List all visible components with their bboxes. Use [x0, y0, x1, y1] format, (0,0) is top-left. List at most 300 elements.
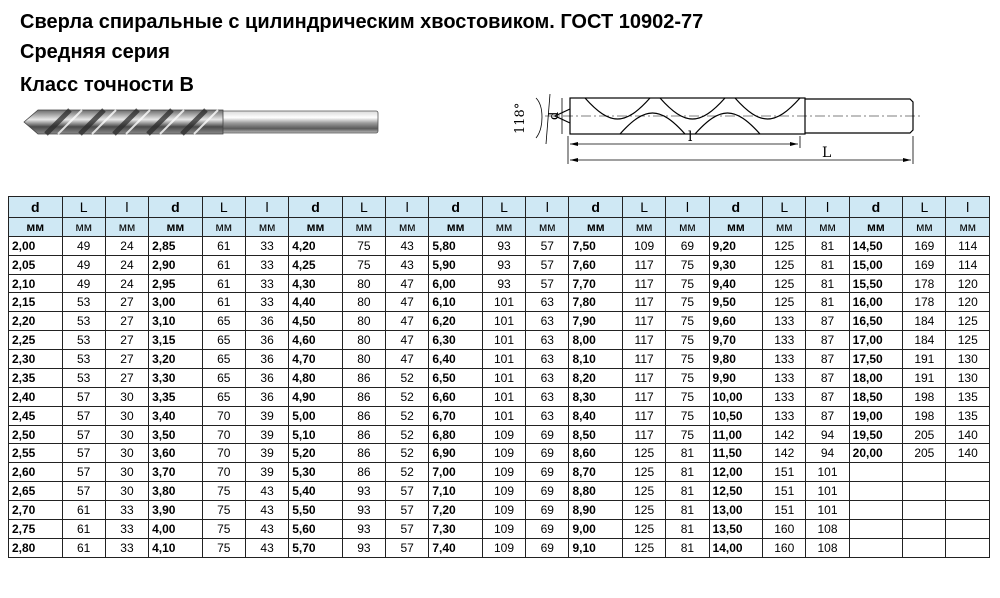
column-header: d [9, 197, 63, 218]
diameter-cell: 7,30 [429, 519, 483, 538]
total-length-cell: 65 [202, 387, 245, 406]
diameter-cell: 2,35 [9, 368, 63, 387]
column-header: d [429, 197, 483, 218]
table-row [9, 538, 990, 557]
total-length-cell: 53 [62, 331, 105, 350]
column-header: L [622, 197, 665, 218]
series-subtitle: Средняя серия [20, 41, 170, 63]
flute-length-cell: 52 [386, 387, 429, 406]
total-length-cell: 169 [903, 255, 946, 274]
total-length-cell: 125 [622, 482, 665, 501]
flute-length-cell: 114 [946, 255, 990, 274]
total-length-cell: 133 [763, 406, 806, 425]
diameter-cell: 5,20 [289, 444, 343, 463]
total-length-cell: 93 [342, 501, 385, 520]
flute-length-cell: 63 [526, 406, 569, 425]
flute-length-cell: 33 [245, 236, 288, 255]
total-length-cell: 198 [903, 387, 946, 406]
total-length-cell: 125 [622, 444, 665, 463]
diameter-cell: 9,00 [569, 519, 623, 538]
diameter-cell: 15,00 [849, 255, 903, 274]
unit-header: мм [62, 217, 105, 236]
diameter-cell: 8,50 [569, 425, 623, 444]
diameter-cell: 5,70 [289, 538, 343, 557]
total-length-cell: 125 [622, 501, 665, 520]
diameter-cell: 3,35 [149, 387, 203, 406]
flute-length-cell: 39 [245, 406, 288, 425]
flute-length-cell: 36 [245, 312, 288, 331]
flute-length-cell: 81 [666, 519, 709, 538]
total-length-cell: 86 [342, 368, 385, 387]
flute-length-cell: 57 [526, 236, 569, 255]
table-row [9, 236, 990, 255]
diameter-cell: 7,20 [429, 501, 483, 520]
column-header: l [806, 197, 849, 218]
flute-length-cell: 69 [526, 444, 569, 463]
flute-length-cell: 39 [245, 463, 288, 482]
total-length-cell: 53 [62, 368, 105, 387]
flute-length-cell: 81 [806, 274, 849, 293]
total-length-cell: 133 [763, 368, 806, 387]
flute-length-cell: 87 [806, 406, 849, 425]
total-length-cell [903, 501, 946, 520]
diameter-cell: 16,50 [849, 312, 903, 331]
diameter-cell: 15,50 [849, 274, 903, 293]
unit-header: мм [622, 217, 665, 236]
diameter-cell: 8,60 [569, 444, 623, 463]
diameter-cell: 2,65 [9, 482, 63, 501]
diameter-cell: 3,30 [149, 368, 203, 387]
total-length-cell: 101 [482, 406, 525, 425]
flute-length-cell: 57 [526, 255, 569, 274]
total-length-cell: 75 [202, 482, 245, 501]
total-length-cell: 80 [342, 312, 385, 331]
unit-header: мм [202, 217, 245, 236]
unit-header: мм [289, 217, 343, 236]
flute-length-cell: 101 [806, 463, 849, 482]
total-length-cell: 109 [482, 519, 525, 538]
flute-length-cell: 75 [666, 425, 709, 444]
total-length-cell: 109 [482, 501, 525, 520]
total-length-cell: 101 [482, 331, 525, 350]
diameter-cell: 7,80 [569, 293, 623, 312]
table-header-row [9, 197, 990, 218]
total-length-cell: 93 [342, 482, 385, 501]
diameter-cell: 5,10 [289, 425, 343, 444]
flute-length-cell: 87 [806, 331, 849, 350]
diameter-cell: 9,30 [709, 255, 763, 274]
flute-length-cell: 94 [806, 444, 849, 463]
total-length-cell: 61 [202, 236, 245, 255]
diameter-cell: 4,00 [149, 519, 203, 538]
flute-length-cell: 81 [666, 444, 709, 463]
diameter-cell: 3,15 [149, 331, 203, 350]
flute-length-cell: 33 [105, 538, 148, 557]
diameter-cell: 5,60 [289, 519, 343, 538]
diameter-cell: 2,30 [9, 350, 63, 369]
flute-length-cell: 140 [946, 425, 990, 444]
total-length-cell: 125 [622, 463, 665, 482]
total-length-cell: 125 [763, 274, 806, 293]
flute-length-cell: 43 [386, 236, 429, 255]
flute-length-cell: 30 [105, 444, 148, 463]
flute-length-cell: 81 [806, 236, 849, 255]
flute-length-cell: 130 [946, 368, 990, 387]
diameter-cell: 4,40 [289, 293, 343, 312]
flute-length-cell: 30 [105, 425, 148, 444]
diameter-label: d [547, 111, 562, 120]
total-length-cell: 80 [342, 274, 385, 293]
flute-length-cell: 69 [526, 425, 569, 444]
unit-header: мм [903, 217, 946, 236]
flute-length-cell: 125 [946, 331, 990, 350]
total-length-cell: 75 [202, 519, 245, 538]
total-length-cell: 93 [482, 255, 525, 274]
flute-length-cell: 30 [105, 387, 148, 406]
total-length-cell: 133 [763, 387, 806, 406]
diameter-cell: 4,60 [289, 331, 343, 350]
column-header: l [105, 197, 148, 218]
total-length-cell: 53 [62, 293, 105, 312]
column-header: L [903, 197, 946, 218]
unit-header: мм [946, 217, 990, 236]
diameter-cell [849, 538, 903, 557]
total-length-cell: 101 [482, 312, 525, 331]
diameter-cell: 9,90 [709, 368, 763, 387]
diameter-cell: 2,15 [9, 293, 63, 312]
flute-length-cell: 69 [526, 463, 569, 482]
flute-length-cell: 43 [245, 538, 288, 557]
diameter-cell: 3,50 [149, 425, 203, 444]
diameter-cell: 14,50 [849, 236, 903, 255]
flute-length-cell: 75 [666, 293, 709, 312]
flute-length-cell: 33 [105, 519, 148, 538]
total-length-cell: 86 [342, 406, 385, 425]
flute-length-cell: 140 [946, 444, 990, 463]
drill-technical-drawing [500, 86, 930, 176]
diameter-cell: 4,25 [289, 255, 343, 274]
unit-header: мм [429, 217, 483, 236]
total-length-cell: 178 [903, 293, 946, 312]
flute-length-cell: 75 [666, 274, 709, 293]
total-length-cell: 49 [62, 255, 105, 274]
total-length-cell: 125 [622, 538, 665, 557]
column-header: d [289, 197, 343, 218]
total-length-cell: 101 [482, 350, 525, 369]
flute-length-cell: 75 [666, 387, 709, 406]
flute-length-cell: 39 [245, 444, 288, 463]
column-header: d [149, 197, 203, 218]
total-length-cell: 80 [342, 331, 385, 350]
diameter-cell: 5,00 [289, 406, 343, 425]
diameter-cell: 10,00 [709, 387, 763, 406]
total-length-cell [903, 463, 946, 482]
total-length-cell: 65 [202, 331, 245, 350]
diameter-cell: 5,40 [289, 482, 343, 501]
flute-length-cell: 52 [386, 444, 429, 463]
diameter-cell [849, 519, 903, 538]
diameter-cell: 7,90 [569, 312, 623, 331]
flute-length-cell: 63 [526, 312, 569, 331]
accuracy-class-subtitle: Класс точности В [20, 74, 194, 96]
diameter-cell: 2,05 [9, 255, 63, 274]
total-length-cell: 101 [482, 387, 525, 406]
diameter-cell: 5,30 [289, 463, 343, 482]
flute-length-cell: 63 [526, 387, 569, 406]
table-row [9, 387, 990, 406]
drill-photo-image [18, 100, 380, 144]
column-header: l [666, 197, 709, 218]
diameter-cell [849, 463, 903, 482]
total-length-cell: 133 [763, 331, 806, 350]
flute-length-cell: 75 [666, 350, 709, 369]
column-header: l [386, 197, 429, 218]
flute-length-cell [946, 519, 990, 538]
total-length-cell: 117 [622, 406, 665, 425]
flute-length-cell: 135 [946, 387, 990, 406]
flute-length-cell: 27 [105, 312, 148, 331]
flute-length-cell: 30 [105, 482, 148, 501]
diameter-cell: 3,90 [149, 501, 203, 520]
diameter-cell: 6,10 [429, 293, 483, 312]
flute-length-cell: 87 [806, 350, 849, 369]
total-length-cell: 191 [903, 350, 946, 369]
diameter-cell: 2,00 [9, 236, 63, 255]
flute-length-cell: 57 [386, 519, 429, 538]
diameter-cell: 4,80 [289, 368, 343, 387]
flute-length-cell: 101 [806, 482, 849, 501]
total-length-cell: 93 [342, 538, 385, 557]
unit-header: мм [763, 217, 806, 236]
flute-length-cell: 63 [526, 350, 569, 369]
diameter-cell: 7,00 [429, 463, 483, 482]
diameter-cell: 14,00 [709, 538, 763, 557]
total-length-cell [903, 482, 946, 501]
total-length-cell: 151 [763, 501, 806, 520]
flute-length-cell: 75 [666, 406, 709, 425]
flute-length-cell: 75 [666, 331, 709, 350]
total-length-cell: 70 [202, 406, 245, 425]
flute-length-cell [946, 482, 990, 501]
flute-length-cell: 47 [386, 312, 429, 331]
diameter-cell: 18,50 [849, 387, 903, 406]
flute-length-cell: 27 [105, 350, 148, 369]
total-length-cell: 117 [622, 312, 665, 331]
table-row [9, 274, 990, 293]
total-length-cell: 75 [202, 538, 245, 557]
flute-length-cell: 87 [806, 368, 849, 387]
flute-length-cell: 57 [526, 274, 569, 293]
total-length-cell: 49 [62, 236, 105, 255]
total-length-cell: 57 [62, 406, 105, 425]
total-length-cell: 109 [482, 444, 525, 463]
diameter-cell: 8,90 [569, 501, 623, 520]
flute-length-cell [946, 538, 990, 557]
diameter-cell: 12,50 [709, 482, 763, 501]
total-length-cell: 109 [622, 236, 665, 255]
table-row [9, 519, 990, 538]
total-length-cell: 125 [763, 236, 806, 255]
diameter-cell: 6,20 [429, 312, 483, 331]
diameter-cell: 5,90 [429, 255, 483, 274]
flute-length-cell: 63 [526, 331, 569, 350]
angle-label: 118° [513, 102, 528, 134]
flute-length-cell: 63 [526, 293, 569, 312]
diameter-cell: 6,70 [429, 406, 483, 425]
diameter-cell: 2,90 [149, 255, 203, 274]
flute-length-cell: 130 [946, 350, 990, 369]
flute-length-cell: 36 [245, 350, 288, 369]
diameter-cell: 3,00 [149, 293, 203, 312]
total-length-cell: 57 [62, 482, 105, 501]
flute-length-cell: 125 [946, 312, 990, 331]
diameter-cell: 2,20 [9, 312, 63, 331]
diameter-cell: 8,10 [569, 350, 623, 369]
flute-length-cell: 81 [666, 482, 709, 501]
unit-header: мм [386, 217, 429, 236]
total-length-cell: 61 [202, 274, 245, 293]
diameter-cell: 4,50 [289, 312, 343, 331]
flute-length-cell: 47 [386, 331, 429, 350]
diameter-cell: 7,70 [569, 274, 623, 293]
diameter-cell: 19,00 [849, 406, 903, 425]
total-length-cell: 169 [903, 236, 946, 255]
diameter-cell: 2,80 [9, 538, 63, 557]
column-header: d [569, 197, 623, 218]
diameter-cell: 16,00 [849, 293, 903, 312]
flute-length-cell: 47 [386, 293, 429, 312]
diameter-cell: 8,00 [569, 331, 623, 350]
flute-length-cell: 87 [806, 387, 849, 406]
diameter-cell: 8,80 [569, 482, 623, 501]
flute-length-cell: 87 [806, 312, 849, 331]
flute-length-cell: 52 [386, 406, 429, 425]
table-row [9, 406, 990, 425]
diameter-cell: 6,40 [429, 350, 483, 369]
diameter-cell: 4,30 [289, 274, 343, 293]
total-length-cell: 160 [763, 519, 806, 538]
total-length-cell: 178 [903, 274, 946, 293]
total-length-cell: 109 [482, 425, 525, 444]
total-length-cell: 65 [202, 312, 245, 331]
drill-size-table [8, 196, 990, 558]
table-row [9, 368, 990, 387]
table-row [9, 293, 990, 312]
total-length-cell: 70 [202, 444, 245, 463]
diameter-cell: 3,40 [149, 406, 203, 425]
table-row [9, 312, 990, 331]
total-length-cell: 80 [342, 293, 385, 312]
unit-header: мм [849, 217, 903, 236]
table-row [9, 482, 990, 501]
diameter-cell: 11,50 [709, 444, 763, 463]
flute-length-cell: 36 [245, 368, 288, 387]
column-header: l [526, 197, 569, 218]
column-header: l [245, 197, 288, 218]
diameter-cell: 9,10 [569, 538, 623, 557]
diameter-cell: 4,90 [289, 387, 343, 406]
diameter-cell: 6,30 [429, 331, 483, 350]
total-length-cell: 75 [342, 236, 385, 255]
unit-header: мм [105, 217, 148, 236]
total-length-cell: 125 [622, 519, 665, 538]
diameter-cell [849, 501, 903, 520]
diameter-cell: 5,80 [429, 236, 483, 255]
flute-length-cell: 75 [666, 255, 709, 274]
flute-length-cell: 135 [946, 406, 990, 425]
diameter-cell: 5,50 [289, 501, 343, 520]
flute-length-cell: 52 [386, 368, 429, 387]
total-length-cell: 160 [763, 538, 806, 557]
total-length-cell: 65 [202, 350, 245, 369]
total-length-cell: 109 [482, 463, 525, 482]
flute-length-cell: 57 [386, 482, 429, 501]
diameter-cell: 9,70 [709, 331, 763, 350]
flute-length-cell: 75 [666, 312, 709, 331]
total-length-cell: 86 [342, 387, 385, 406]
flute-length-cell: 43 [386, 255, 429, 274]
total-length-cell: 142 [763, 425, 806, 444]
diameter-cell: 2,45 [9, 406, 63, 425]
diameter-cell: 4,70 [289, 350, 343, 369]
total-length-cell: 86 [342, 463, 385, 482]
unit-header: мм [149, 217, 203, 236]
diameter-cell: 3,60 [149, 444, 203, 463]
flute-length-cell: 63 [526, 368, 569, 387]
total-length-cell: 57 [62, 425, 105, 444]
flute-length-cell: 81 [806, 293, 849, 312]
total-length-cell: 184 [903, 312, 946, 331]
total-length-cell: 109 [482, 482, 525, 501]
total-length-cell: 151 [763, 482, 806, 501]
total-length-cell: 198 [903, 406, 946, 425]
diameter-cell: 17,00 [849, 331, 903, 350]
diameter-cell: 13,50 [709, 519, 763, 538]
total-length-cell: 57 [62, 387, 105, 406]
flute-length-cell: 43 [245, 519, 288, 538]
flute-length-cell: 24 [105, 274, 148, 293]
flute-length-cell: 24 [105, 255, 148, 274]
total-length-cell: 93 [482, 274, 525, 293]
diameter-cell: 3,70 [149, 463, 203, 482]
flute-length-cell: 27 [105, 331, 148, 350]
total-length-cell: 80 [342, 350, 385, 369]
diameter-cell: 6,60 [429, 387, 483, 406]
diameter-cell: 2,85 [149, 236, 203, 255]
flute-length-cell: 81 [666, 463, 709, 482]
diameter-cell [849, 482, 903, 501]
total-length-cell: 61 [202, 255, 245, 274]
diameter-cell: 7,40 [429, 538, 483, 557]
flute-length-cell: 81 [806, 255, 849, 274]
total-length-cell: 117 [622, 425, 665, 444]
diameter-cell: 9,80 [709, 350, 763, 369]
diameter-cell: 9,50 [709, 293, 763, 312]
total-length-cell: 101 [482, 368, 525, 387]
diameter-cell: 2,75 [9, 519, 63, 538]
flute-length-cell: 33 [245, 255, 288, 274]
total-length-cell: 117 [622, 368, 665, 387]
total-length-label: L [822, 145, 832, 161]
total-length-cell: 125 [763, 255, 806, 274]
total-length-cell: 53 [62, 350, 105, 369]
column-header: L [342, 197, 385, 218]
table-row [9, 255, 990, 274]
diameter-cell: 2,40 [9, 387, 63, 406]
total-length-cell: 205 [903, 425, 946, 444]
diameter-cell: 3,10 [149, 312, 203, 331]
flute-length-cell: 43 [245, 501, 288, 520]
